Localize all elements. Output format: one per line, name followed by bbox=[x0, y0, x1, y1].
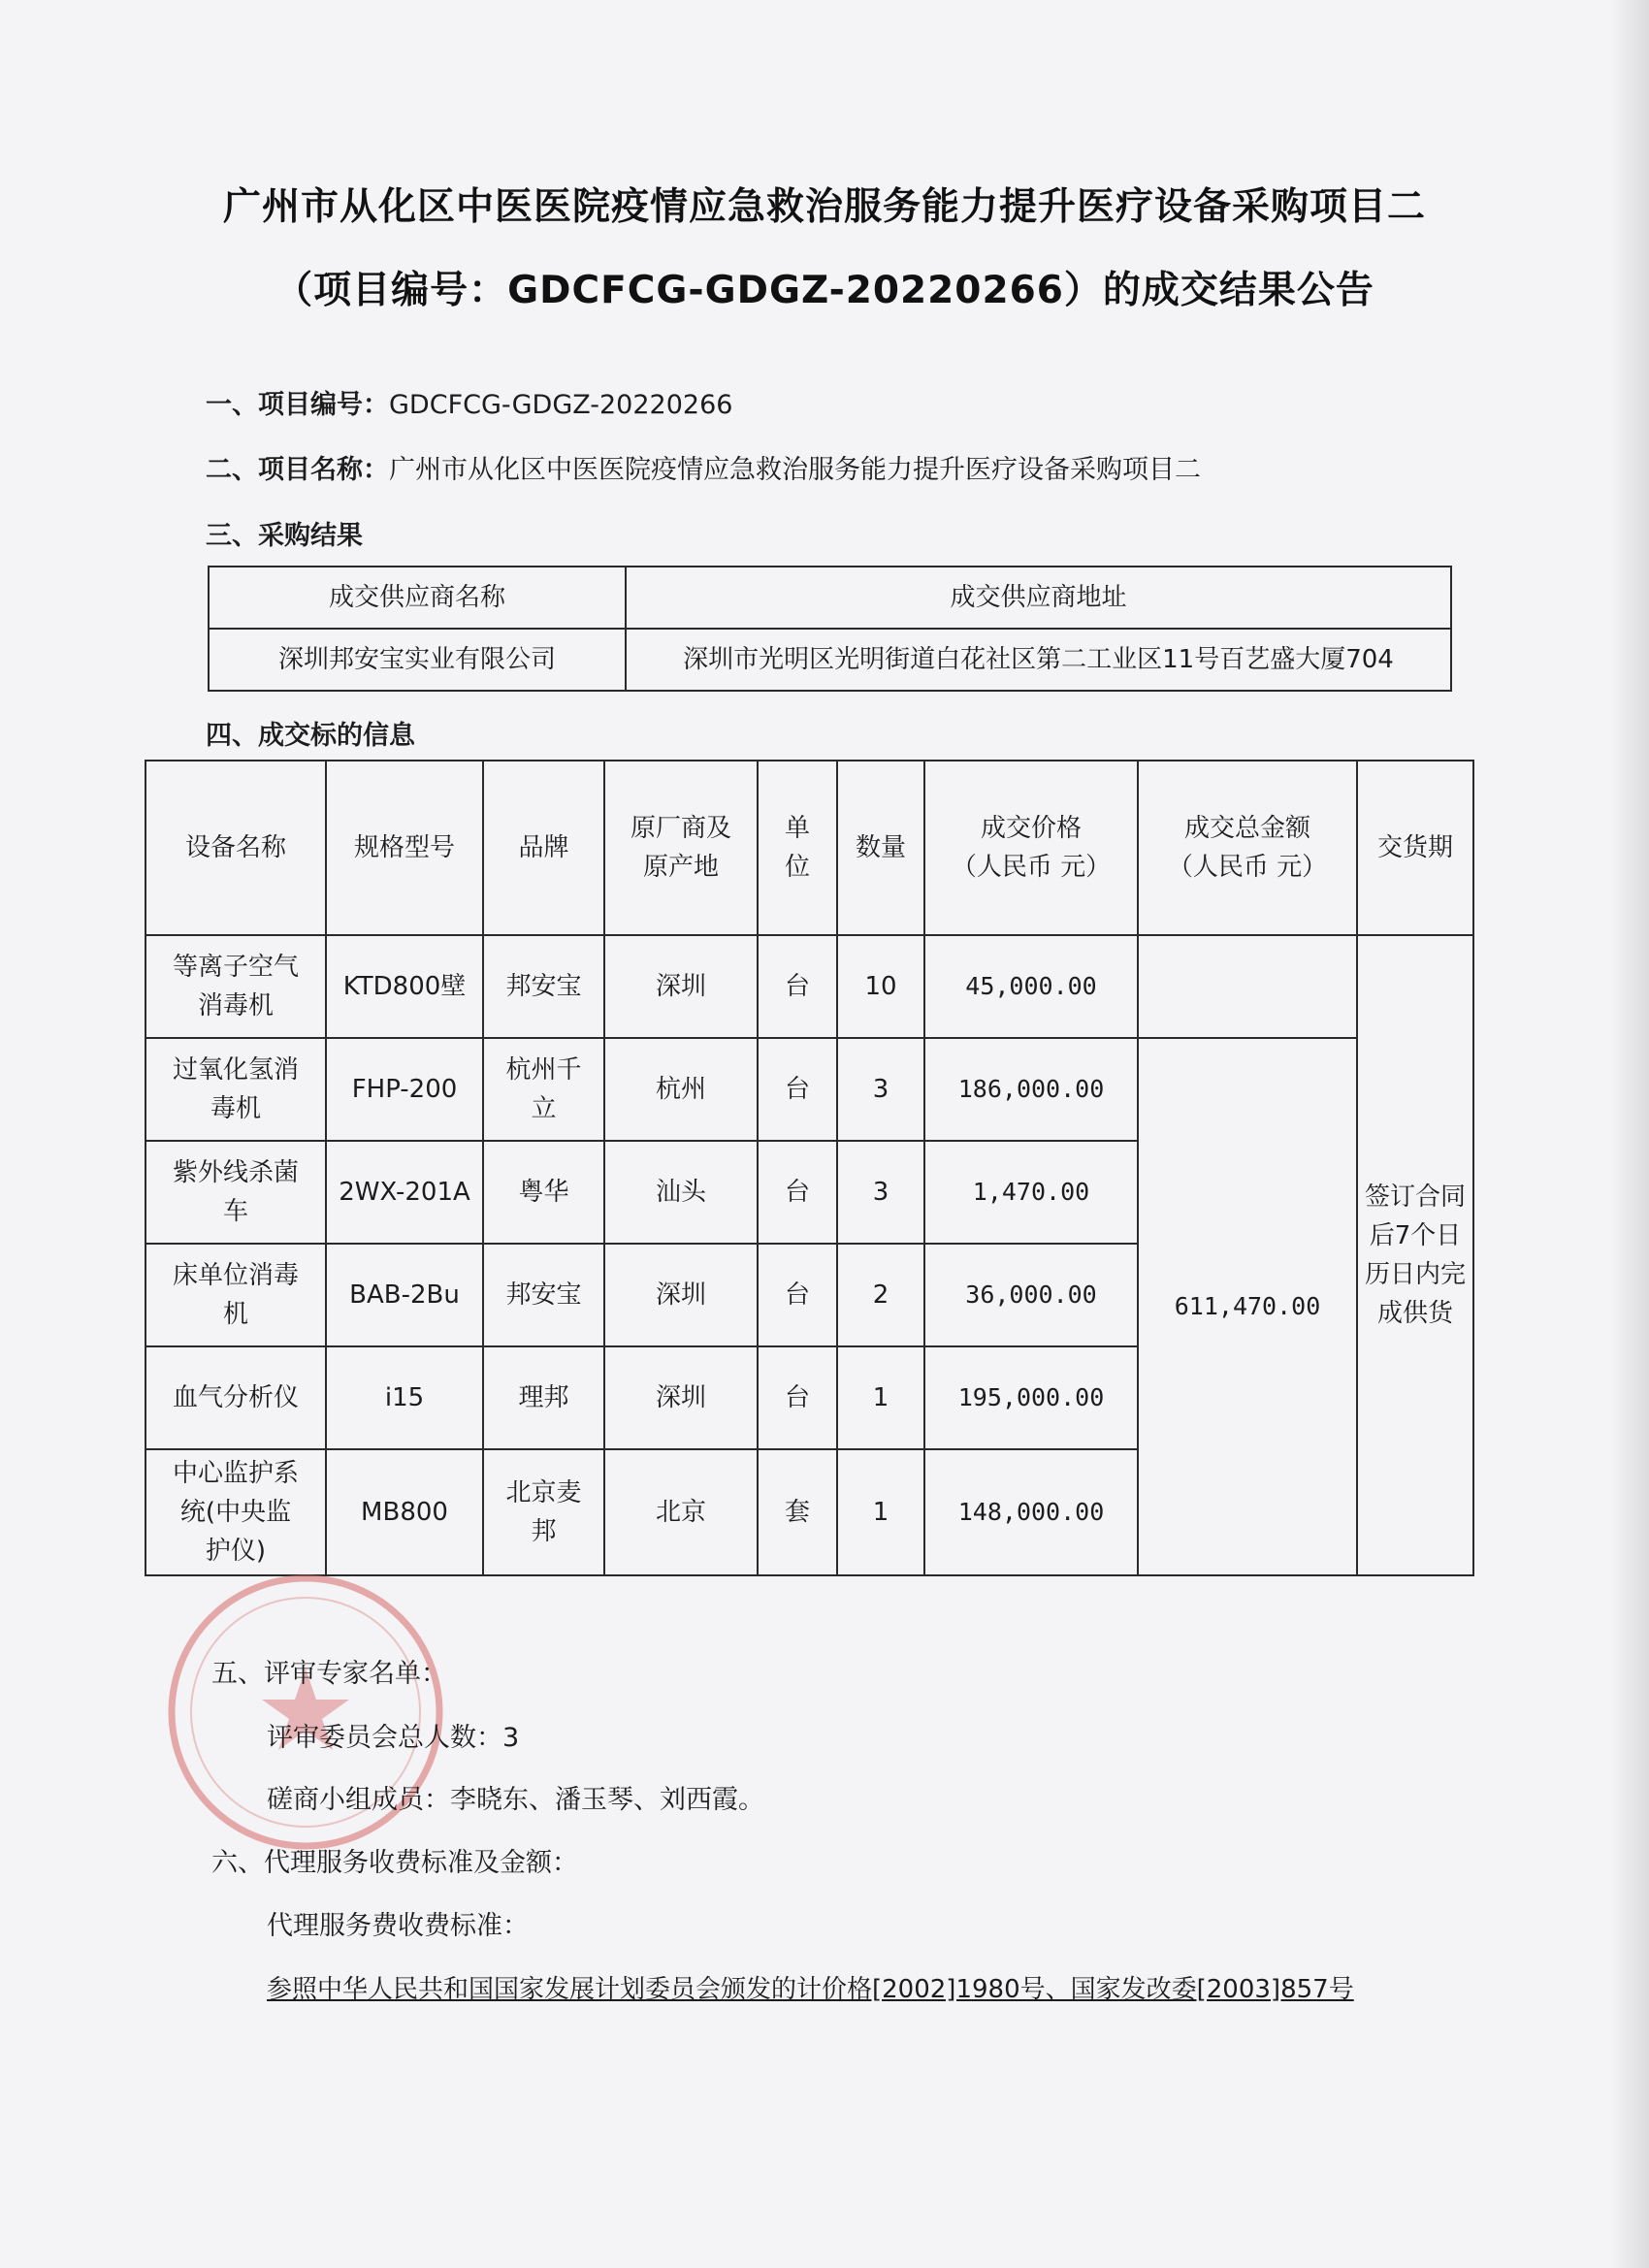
header-price-line2: （人民币 元） bbox=[951, 853, 1112, 882]
section-2-label: 二、项目名称： bbox=[206, 455, 389, 485]
item-brand: 邦安宝 bbox=[483, 1244, 604, 1346]
supplier-name-header: 成交供应商名称 bbox=[209, 567, 626, 629]
delivery-line4: 成供货 bbox=[1376, 1299, 1453, 1328]
item-name-line1: 中心监护系 bbox=[172, 1459, 299, 1488]
item-price: 186,000.00 bbox=[924, 1038, 1138, 1141]
expert-count: 评审委员会总人数：3 bbox=[267, 1723, 520, 1753]
header-total bbox=[1138, 761, 1357, 935]
item-price: 148,000.00 bbox=[924, 1449, 1138, 1575]
header-delivery: 交货期 bbox=[1357, 761, 1473, 935]
item-brand-line2: 邦 bbox=[531, 1517, 557, 1546]
header-unit bbox=[758, 761, 837, 935]
item-origin: 深圳 bbox=[604, 1346, 758, 1449]
header-total-line1: 成交总金额 bbox=[1183, 814, 1310, 843]
fee-standard-text: 参照中华人民共和国国家发展计划委员会颁发的计价格[2002]1980号、国家发改委[2003]857号 bbox=[267, 1975, 1354, 2004]
table-row bbox=[146, 1038, 1473, 1141]
item-name-line2: 机 bbox=[222, 1300, 248, 1329]
title-line-1: 广州市从化区中医医院疫情应急救治服务能力提升医疗设备采购项目二 bbox=[222, 185, 1426, 229]
item-unit: 台 bbox=[758, 1346, 837, 1449]
item-model: KTD800壁 bbox=[326, 935, 483, 1038]
item-qty: 1 bbox=[837, 1346, 924, 1449]
item-name-line1: 等离子空气 bbox=[172, 953, 299, 982]
items-table bbox=[145, 760, 1474, 1576]
item-qty: 3 bbox=[837, 1038, 924, 1141]
item-qty: 2 bbox=[837, 1244, 924, 1346]
project-name-value: 广州市从化区中医医院疫情应急救治服务能力提升医疗设备采购项目二 bbox=[389, 455, 1201, 485]
item-origin: 汕头 bbox=[604, 1141, 758, 1244]
supplier-name: 深圳邦安宝实业有限公司 bbox=[209, 629, 626, 691]
header-origin-line2: 原产地 bbox=[642, 853, 719, 882]
item-name bbox=[146, 1038, 326, 1141]
item-model: i15 bbox=[326, 1346, 483, 1449]
item-origin: 北京 bbox=[604, 1449, 758, 1575]
section-1-label: 一、项目编号： bbox=[206, 390, 389, 420]
item-brand bbox=[483, 1038, 604, 1141]
item-name bbox=[146, 1244, 326, 1346]
item-name-line1: 床单位消毒 bbox=[172, 1261, 299, 1290]
delivery-line1: 签订合同 bbox=[1364, 1183, 1466, 1212]
header-unit-line2: 位 bbox=[784, 853, 810, 882]
header-origin-line1: 原厂商及 bbox=[630, 814, 731, 843]
item-name bbox=[146, 1449, 326, 1575]
section-project-name bbox=[206, 448, 1201, 486]
item-price: 195,000.00 bbox=[924, 1346, 1138, 1449]
item-total-top-blank bbox=[1138, 935, 1357, 1038]
item-model: FHP-200 bbox=[326, 1038, 483, 1141]
header-unit-line1: 单 bbox=[784, 814, 810, 843]
item-origin: 杭州 bbox=[604, 1038, 758, 1141]
item-brand: 邦安宝 bbox=[483, 935, 604, 1038]
section-project-number bbox=[206, 383, 732, 421]
table-row bbox=[146, 935, 1473, 1038]
item-name bbox=[146, 935, 326, 1038]
item-unit: 套 bbox=[758, 1449, 837, 1575]
item-model: BAB-2Bu bbox=[326, 1244, 483, 1346]
item-name: 血气分析仪 bbox=[146, 1346, 326, 1449]
item-brand-line1: 杭州千 bbox=[505, 1055, 582, 1085]
header-brand: 品牌 bbox=[483, 761, 604, 935]
item-unit: 台 bbox=[758, 935, 837, 1038]
item-brand-line2: 立 bbox=[531, 1094, 557, 1123]
section-3-label: 三、采购结果 bbox=[206, 521, 363, 551]
item-origin: 深圳 bbox=[604, 1244, 758, 1346]
item-price: 45,000.00 bbox=[924, 935, 1138, 1038]
header-origin bbox=[604, 761, 758, 935]
project-number-value: GDCFCG-GDGZ-20220266 bbox=[389, 390, 733, 420]
supplier-address-header: 成交供应商地址 bbox=[626, 567, 1451, 629]
item-price: 1,470.00 bbox=[924, 1141, 1138, 1244]
item-brand: 粤华 bbox=[483, 1141, 604, 1244]
section-experts: 五、评审专家名单： bbox=[211, 1659, 447, 1689]
item-price: 36,000.00 bbox=[924, 1244, 1138, 1346]
item-model: MB800 bbox=[326, 1449, 483, 1575]
total-amount: 611,470.00 bbox=[1138, 1038, 1357, 1575]
section-agency-fee: 六、代理服务收费标准及金额： bbox=[211, 1848, 578, 1878]
supplier-address: 深圳市光明区光明街道白花社区第二工业区11号百艺盛大厦704 bbox=[626, 629, 1451, 691]
item-brand: 理邦 bbox=[483, 1346, 604, 1449]
header-price bbox=[924, 761, 1138, 935]
scan-edge-shadow bbox=[1610, 0, 1649, 2268]
item-qty: 1 bbox=[837, 1449, 924, 1575]
items-header-row bbox=[146, 761, 1473, 935]
item-qty: 3 bbox=[837, 1141, 924, 1244]
item-qty: 10 bbox=[837, 935, 924, 1038]
item-unit: 台 bbox=[758, 1038, 837, 1141]
section-procurement-result bbox=[206, 514, 363, 552]
header-model: 规格型号 bbox=[326, 761, 483, 935]
item-unit: 台 bbox=[758, 1141, 837, 1244]
item-brand-line1: 北京麦 bbox=[505, 1478, 582, 1507]
header-price-line1: 成交价格 bbox=[980, 814, 1082, 843]
delivery-line3: 历日内完 bbox=[1364, 1260, 1466, 1289]
item-name-line3: 护仪) bbox=[205, 1537, 267, 1566]
item-origin: 深圳 bbox=[604, 935, 758, 1038]
item-name-line2: 消毒机 bbox=[197, 991, 274, 1021]
supplier-row bbox=[209, 629, 1451, 691]
item-name-line1: 紫外线杀菌 bbox=[172, 1158, 299, 1187]
item-brand bbox=[483, 1449, 604, 1575]
item-model: 2WX-201A bbox=[326, 1141, 483, 1244]
delivery-line2: 后7个日 bbox=[1369, 1221, 1462, 1250]
section-4-label: 四、成交标的信息 bbox=[206, 721, 415, 751]
section-item-info bbox=[206, 714, 415, 752]
title-line-2: （项目编号：GDCFCG-GDGZ-20220266）的成交结果公告 bbox=[275, 269, 1374, 312]
item-unit: 台 bbox=[758, 1244, 837, 1346]
expert-members: 磋商小组成员：李晓东、潘玉琴、刘西霞。 bbox=[267, 1785, 764, 1815]
delivery-term bbox=[1357, 935, 1473, 1575]
header-total-line2: （人民币 元） bbox=[1167, 853, 1328, 882]
item-name-line2: 统(中央监 bbox=[179, 1498, 292, 1527]
header-qty: 数量 bbox=[837, 761, 924, 935]
official-seal-stamp bbox=[155, 1562, 456, 1863]
fee-standard-label: 代理服务费收费标准： bbox=[267, 1911, 529, 1941]
supplier-table bbox=[208, 566, 1452, 692]
item-name-line2: 车 bbox=[222, 1197, 248, 1226]
item-name-line2: 毒机 bbox=[210, 1094, 261, 1123]
header-name: 设备名称 bbox=[146, 761, 326, 935]
supplier-header-row bbox=[209, 567, 1451, 629]
item-name bbox=[146, 1141, 326, 1244]
item-name-line1: 过氧化氢消 bbox=[172, 1055, 299, 1085]
